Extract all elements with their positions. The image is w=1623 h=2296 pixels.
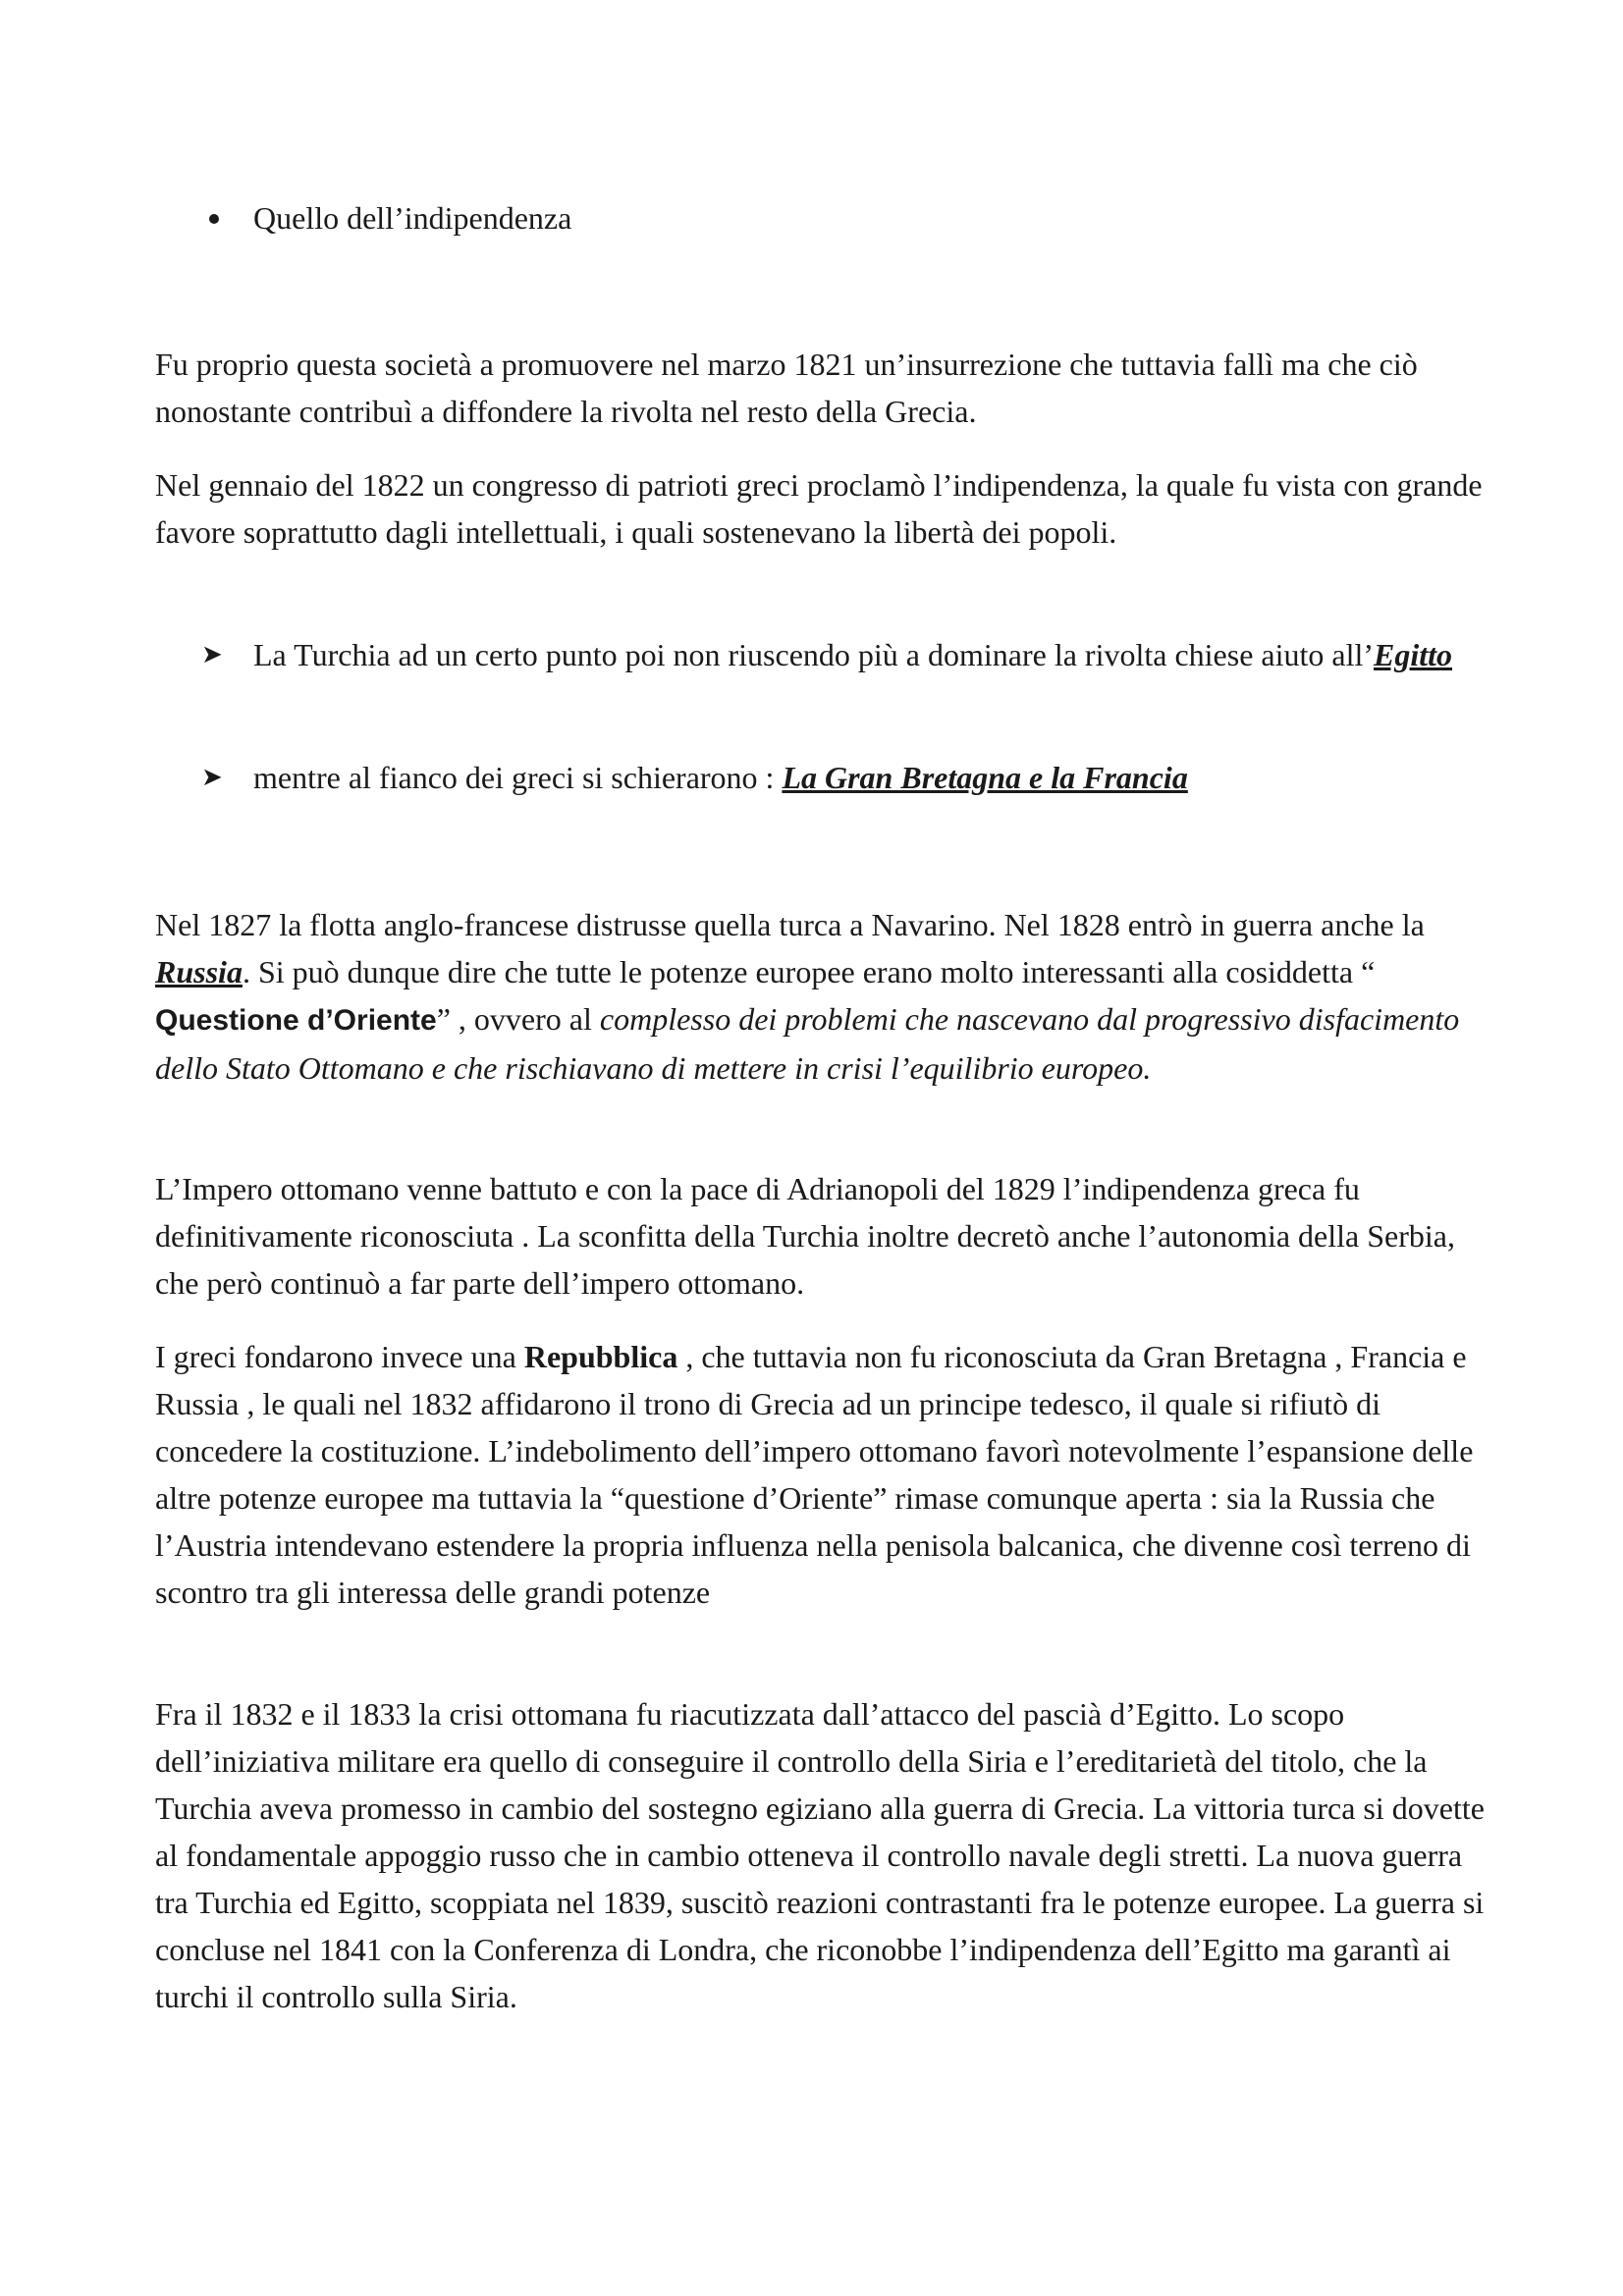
paragraph-5-part2: , che tuttavia non fu riconosciuta da Gran Bretagna , Francia e Russia , le quali nel 1832 affidarono il trono di Grecia ad un principe tedesco, il quale si rifiutò di concedere la costituzione. L’indebolimento dell’impero ottomano favorì notevolmente l’espansione delle altre potenze europee ma tuttavia la “questione d’Oriente” rimase comunque aperta : sia la Russia che l’Austria intendevano estendere la propria influenza nella penisola balcanica, che divenne così terreno di scontro tra gli interessa delle grandi potenze (155, 1339, 1474, 1610)
arrow-item-2 (253, 754, 1490, 801)
paragraph-6: Fra il 1832 e il 1833 la crisi ottomana fu riacutizzata dall’attacco del pascià d’Egitto. Lo scopo dell’iniziativa militare era quello di conseguire il controllo della Siria e l’ereditarietà del titolo, che la Turchia aveva promesso in cambio del sostegno egiziano alla guerra di Grecia. La vittoria turca si dovette al fondamentale appoggio russo che in cambio otteneva il controllo navale degli stretti. La nuova guerra tra Turchia ed Egitto, scoppiata nel 1839, suscitò reazioni contrastanti fra le potenze europee. La guerra si concluse nel 1841 con la Conferenza di Londra, che riconobbe l’indipendenza dell’Egitto ma garantì ai turchi il controllo sulla Siria. (155, 1696, 1485, 2014)
gran-bretagna-francia-emphasis: La Gran Bretagna e la Francia (782, 760, 1188, 795)
paragraph-3 (155, 901, 1490, 1092)
arrow-bullet-icon: ➤ (201, 763, 223, 792)
questione-oriente-emphasis: Questione d’Oriente (155, 1004, 437, 1037)
paragraph-3-italic: complesso dei problemi che nascevano dal progressivo disfacimento dello Stato Ottomano e che rischiavano di mettere in crisi l’equilibrio europeo. (155, 1001, 1460, 1086)
egitto-emphasis: Egitto (1374, 637, 1453, 672)
paragraph-1: Fu proprio questa società a promuovere nel marzo 1821 un’insurrezione che tuttavia fallì ma che ciò nonostante contribuì a diffondere la rivolta nel resto della Grecia. (155, 347, 1418, 429)
paragraph-5-part1: I greci fondarono invece una (155, 1339, 524, 1374)
paragraph-5 (155, 1333, 1490, 1616)
arrow-item-1 (253, 631, 1490, 678)
paragraph-2: Nel gennaio del 1822 un congresso di patrioti greci proclamò l’indipendenza, la quale fu vista con grande favore soprattutto dagli intellettuali, i quali sostenevano la libertà dei popoli. (155, 467, 1483, 550)
russia-emphasis: Russia (155, 954, 243, 989)
paragraph-3-part3: ” , ovvero al (436, 1001, 600, 1037)
paragraph-3-part2: . Si può dunque dire che tutte le potenze europee erano molto interessanti alla cosiddetta “ (242, 954, 1376, 989)
bullet-item: Quello dell’indipendenza (253, 200, 572, 236)
repubblica-emphasis: Repubblica (523, 1339, 678, 1374)
arrow-item-2-text: mentre al fianco dei greci si schierarono : (253, 760, 783, 795)
arrow-bullet-icon: ➤ (201, 640, 223, 669)
arrow-item-1-text: La Turchia ad un certo punto poi non riuscendo più a dominare la rivolta chiese aiuto all’ (253, 637, 1375, 672)
bullet-dot-icon (209, 214, 219, 224)
paragraph-3-part1: Nel 1827 la flotta anglo-francese distrusse quella turca a Navarino. Nel 1828 entrò in guerra anche la (155, 907, 1425, 942)
paragraph-4: L’Impero ottomano venne battuto e con la pace di Adrianopoli del 1829 l’indipendenza greca fu definitivamente riconosciuta . La sconfitta della Turchia inoltre decretò anche l’autonomia della Serbia, che però continuò a far parte dell’impero ottomano. (155, 1171, 1455, 1301)
